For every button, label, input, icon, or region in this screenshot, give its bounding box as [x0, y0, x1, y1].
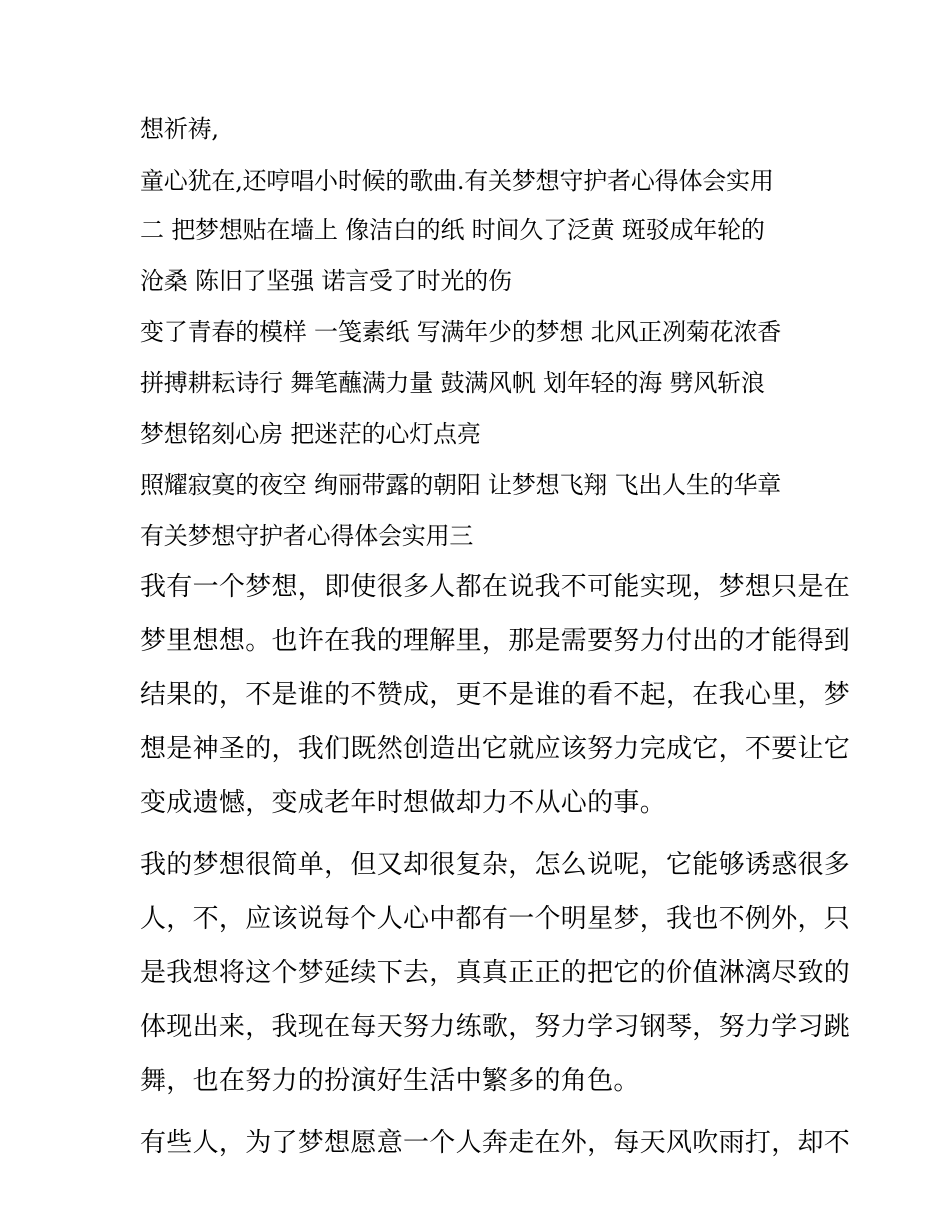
- text-line: 结果的，不是谁的不赞成，更不是谁的看不起，在我心里，梦: [140, 680, 851, 710]
- text-line: 童心犹在,还哼唱小时候的歌曲.有关梦想守护者心得体会实用: [140, 167, 774, 195]
- text-line: 梦想铭刻心房 把迷茫的心灯点亮: [140, 420, 481, 448]
- text-line: 是我想将这个梦延续下去，真真正正的把它的价值淋漓尽致的: [140, 958, 851, 988]
- text-line: 体现出来，我现在每天努力练歌，努力学习钢琴，努力学习跳: [140, 1012, 851, 1042]
- text-line: 人，不，应该说每个人心中都有一个明星梦，我也不例外，只: [140, 904, 851, 934]
- text-line: 我有一个梦想，即使很多人都在说我不可能实现，梦想只是在: [140, 572, 851, 602]
- text-line: 有关梦想守护者心得体会实用三: [140, 522, 474, 550]
- text-line: 照耀寂寞的夜空 绚丽带露的朝阳 让梦想飞翔 飞出人生的华章: [140, 471, 782, 499]
- text-line: 想是神圣的，我们既然创造出它就应该努力完成它，不要让它: [140, 734, 851, 764]
- text-line: 有些人，为了梦想愿意一个人奔走在外，每天风吹雨打，却不: [140, 1128, 851, 1158]
- text-line: 拼搏耕耘诗行 舞笔蘸满力量 鼓满风帆 划年轻的海 劈风斩浪: [140, 369, 765, 397]
- text-line: 我的梦想很简单，但又却很复杂，怎么说呢，它能够诱惑很多: [140, 850, 851, 880]
- text-line: 沧桑 陈旧了坚强 诺言受了时光的伤: [140, 267, 512, 295]
- text-line: 二 把梦想贴在墙上 像洁白的纸 时间久了泛黄 斑驳成年轮的: [140, 216, 765, 244]
- text-line: 变了青春的模样 一笺素纸 写满年少的梦想 北风正冽菊花浓香: [140, 318, 782, 346]
- text-line: 变成遗憾，变成老年时想做却力不从心的事。: [140, 788, 667, 818]
- text-line: 舞，也在努力的扮演好生活中繁多的角色。: [140, 1066, 640, 1096]
- text-line: 想祈祷,: [140, 115, 219, 143]
- text-line: 梦里想想。也许在我的理解里，那是需要努力付出的才能得到: [140, 626, 851, 656]
